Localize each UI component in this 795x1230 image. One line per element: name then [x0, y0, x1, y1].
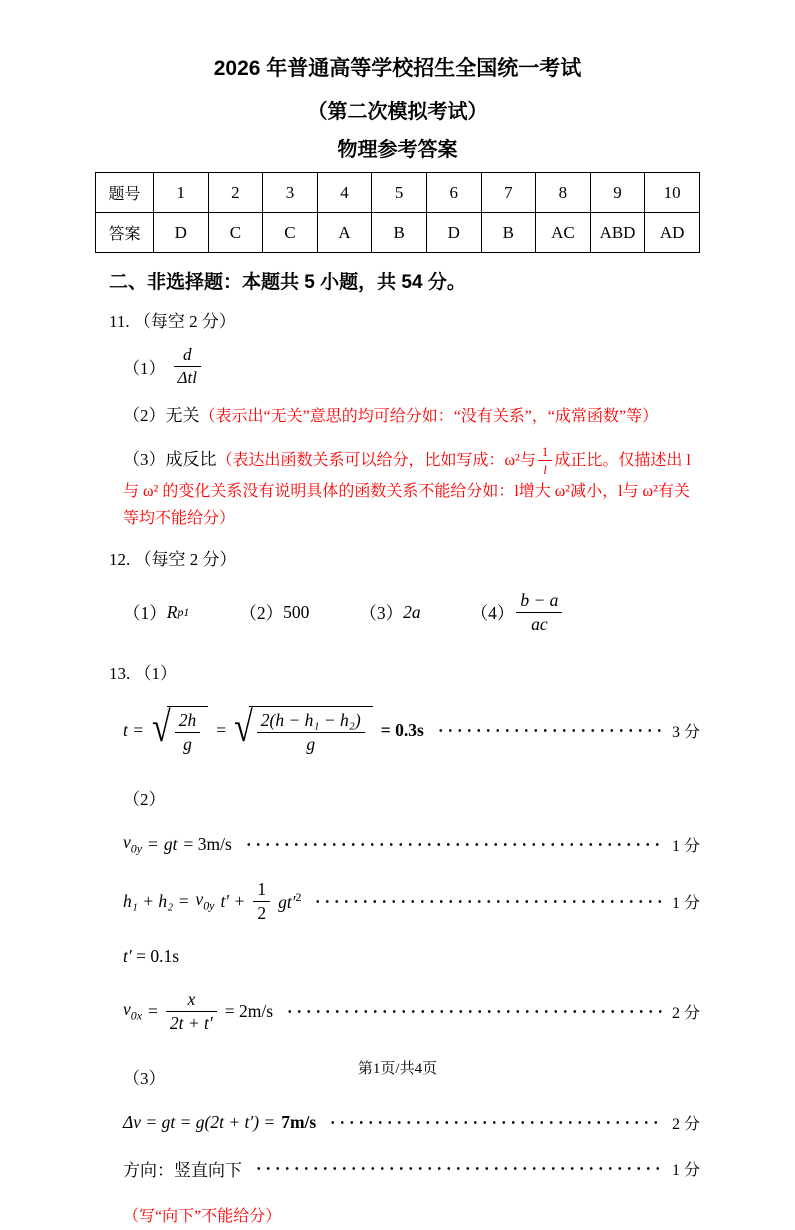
eq-subscript: 0x [130, 1008, 143, 1023]
question-number-cell: 6 [426, 173, 481, 213]
dotted-leader [328, 1118, 664, 1127]
q12-item4-label: （4） [470, 603, 515, 624]
q11-item2 [123, 402, 700, 431]
score-label: 1 分 [671, 837, 700, 855]
direction-answer-row [123, 1156, 700, 1181]
answer-key-title: 物理参考答案 [337, 139, 458, 161]
question-number-cell: 8 [536, 173, 591, 213]
t-prime-value-line [123, 946, 700, 967]
velocity-fraction [166, 989, 217, 1034]
eq-lhs: t = [123, 720, 145, 741]
answer-cell: AD [645, 213, 700, 253]
equation-delta-v-math [123, 1112, 316, 1133]
q12-item1-variable: R [166, 602, 178, 623]
eq-lhs: Δv = gt = g(2t + t′) = [123, 1111, 276, 1132]
question-number-row-label: 题号 [96, 173, 154, 213]
score-label: 1 分 [671, 1161, 700, 1179]
q11-item1-fraction [174, 345, 201, 389]
section-heading: 二、非选择题：本题共 5 小题，共 54 分。 [109, 272, 466, 293]
fraction-denominator: Δtl [177, 368, 197, 388]
q13-part2-label: （2） [123, 790, 166, 810]
question-number-cell: 5 [372, 173, 427, 213]
q12-item4-fraction [516, 590, 562, 635]
q12-item2-label: （2） [239, 603, 284, 624]
q13-part3-label: （3） [123, 1068, 166, 1088]
answer-cell: B [481, 213, 536, 253]
eq-result: 7m/s [281, 1111, 317, 1132]
answer-cell: A [317, 213, 372, 253]
equation-t [123, 706, 700, 755]
fraction-numerator: 1 [253, 879, 270, 902]
score-label: 2 分 [671, 1004, 700, 1022]
fraction-denominator: 2 [257, 902, 267, 923]
sqrt-expression [152, 706, 208, 755]
equation-delta-v [123, 1111, 700, 1134]
eq-subscript: 0y [203, 898, 215, 913]
q12-item2-value: 500 [283, 602, 310, 623]
fraction-numerator: 2h [175, 710, 201, 733]
sqrt-body [249, 706, 373, 755]
dotted-leader [285, 1007, 664, 1016]
eq-superscript: 2 [295, 889, 302, 904]
q11-item3-inline-fraction [538, 444, 553, 478]
q11-item3-grading-note-part2: 成正比。仅描述出 l 与 ω² 的变化关系没有说明具体的函数关系不能给分如：l增大 ω²减小，l与 ω²有关等均不能给分） [123, 451, 691, 528]
question-number-cell: 1 [153, 173, 208, 213]
question-number-cell: 7 [481, 173, 536, 213]
q11-item1 [123, 345, 700, 389]
eq-subscript: 0y [130, 841, 143, 856]
q11-item3-grading-note-part1: （表达出函数关系可以给分，比如写成：ω²与 [216, 451, 536, 469]
equation-v0x-math [123, 989, 273, 1034]
one-half-fraction [253, 879, 270, 924]
fraction-numerator: d [174, 345, 201, 367]
eq-variable: v [195, 888, 204, 909]
sqrt-body [167, 706, 209, 755]
radical-sign: √ [234, 704, 253, 752]
question-number-cell: 4 [317, 173, 372, 213]
question-number-row [96, 173, 700, 213]
q11-item3 [123, 444, 700, 533]
question-number-cell: 9 [590, 173, 645, 213]
eq-variable: gt′ [278, 891, 296, 912]
dotted-leader [244, 840, 664, 849]
eq-variable-group [195, 889, 214, 914]
q11-item2-answer: （2）无关 [123, 405, 200, 425]
q12-item1-subscript: p1 [177, 605, 190, 620]
sqrt-expression [234, 706, 373, 755]
fraction-numerator: 1 [538, 444, 553, 462]
dotted-leader [254, 1164, 664, 1173]
q12-answers-row [123, 590, 700, 635]
page-footer: 第1页/共4页 [357, 1061, 438, 1077]
score-label: 2 分 [671, 1115, 700, 1133]
fraction-denominator: l [543, 462, 547, 478]
fraction-numerator: 2(h − h₁ − h₂) [257, 710, 365, 733]
fraction-denominator: ac [531, 614, 548, 635]
equation-v0y-math [123, 832, 232, 857]
q13-part1-heading: 13. （1） [109, 664, 177, 684]
answer-table [95, 172, 700, 253]
q11-item2-grading-note: （表示出“无关”意思的均可给分如：“没有关系”，“成常函数”等） [199, 407, 659, 425]
q12-item4 [471, 590, 565, 635]
eq-variable: v [123, 998, 131, 1019]
answer-cell: ABD [590, 213, 645, 253]
eq-result: = 2m/s [224, 1000, 274, 1021]
q12-item1 [123, 600, 189, 625]
equation-h1-h2 [123, 879, 700, 924]
equals-sign: = [148, 1000, 158, 1021]
direction-answer: 方向：竖直向下 [123, 1160, 242, 1180]
q12-item1-label: （1） [123, 603, 167, 624]
eq-variable: t′ [123, 945, 132, 966]
question-number-cell: 3 [263, 173, 318, 213]
answer-cell: B [372, 213, 427, 253]
q11-label: 11. （每空 2 分） [109, 312, 236, 331]
equation-t-math [123, 706, 424, 755]
eq-term: t′ + [220, 890, 246, 911]
score-label: 1 分 [671, 894, 700, 912]
eq-term-group [278, 890, 301, 913]
answer-row [96, 213, 700, 253]
eq-result: = 0.3s [380, 720, 424, 741]
equals-sign: = [216, 720, 227, 741]
equals-sign: = [148, 833, 158, 854]
eq-lhs: h₁ + h₂ = [123, 890, 190, 911]
answer-cell: D [153, 213, 208, 253]
eq-variable: v [123, 832, 131, 853]
sqrt-fraction [257, 710, 365, 755]
fraction-numerator: x [166, 989, 217, 1012]
direction-grading-note: （写“向下”不能给分） [123, 1207, 282, 1225]
exam-title: 2026 年普通高等学校招生全国统一考试 [213, 57, 582, 80]
radical-sign: √ [152, 704, 171, 752]
eq-variable: gt [163, 833, 178, 854]
eq-result: = 0.1s [136, 945, 180, 966]
q11-item3-answer: （3）成反比 [123, 449, 217, 469]
fraction-denominator: g [306, 734, 316, 755]
q12-item2 [239, 600, 309, 625]
equation-v0x [123, 989, 700, 1034]
q11-item1-label: （1） [123, 359, 166, 379]
answer-cell: C [263, 213, 318, 253]
equation-v0y [123, 832, 700, 857]
q12-item3 [359, 600, 420, 625]
sqrt-fraction [175, 710, 201, 755]
answer-cell: AC [536, 213, 591, 253]
q12-item3-value: 2a [403, 602, 421, 623]
equation-h1-h2-math [123, 879, 301, 924]
question-number-cell: 2 [208, 173, 263, 213]
fraction-denominator: g [183, 734, 192, 755]
dotted-leader [313, 897, 664, 906]
answer-cell: C [208, 213, 263, 253]
fraction-numerator: b − a [516, 590, 562, 613]
answer-cell: D [426, 213, 481, 253]
eq-variable-group [123, 999, 142, 1024]
fraction-denominator: 2t + t′ [169, 1012, 213, 1033]
eq-result: = 3m/s [183, 833, 232, 854]
eq-variable-group [123, 832, 142, 857]
dotted-leader [436, 726, 664, 735]
score-label: 3 分 [671, 724, 700, 742]
exam-subtitle: （第二次模拟考试） [307, 101, 488, 123]
q12-item3-label: （3） [359, 603, 404, 624]
answer-row-label: 答案 [96, 213, 154, 253]
question-number-cell: 10 [645, 173, 700, 213]
q12-label: 12. （每空 2 分） [109, 550, 237, 570]
